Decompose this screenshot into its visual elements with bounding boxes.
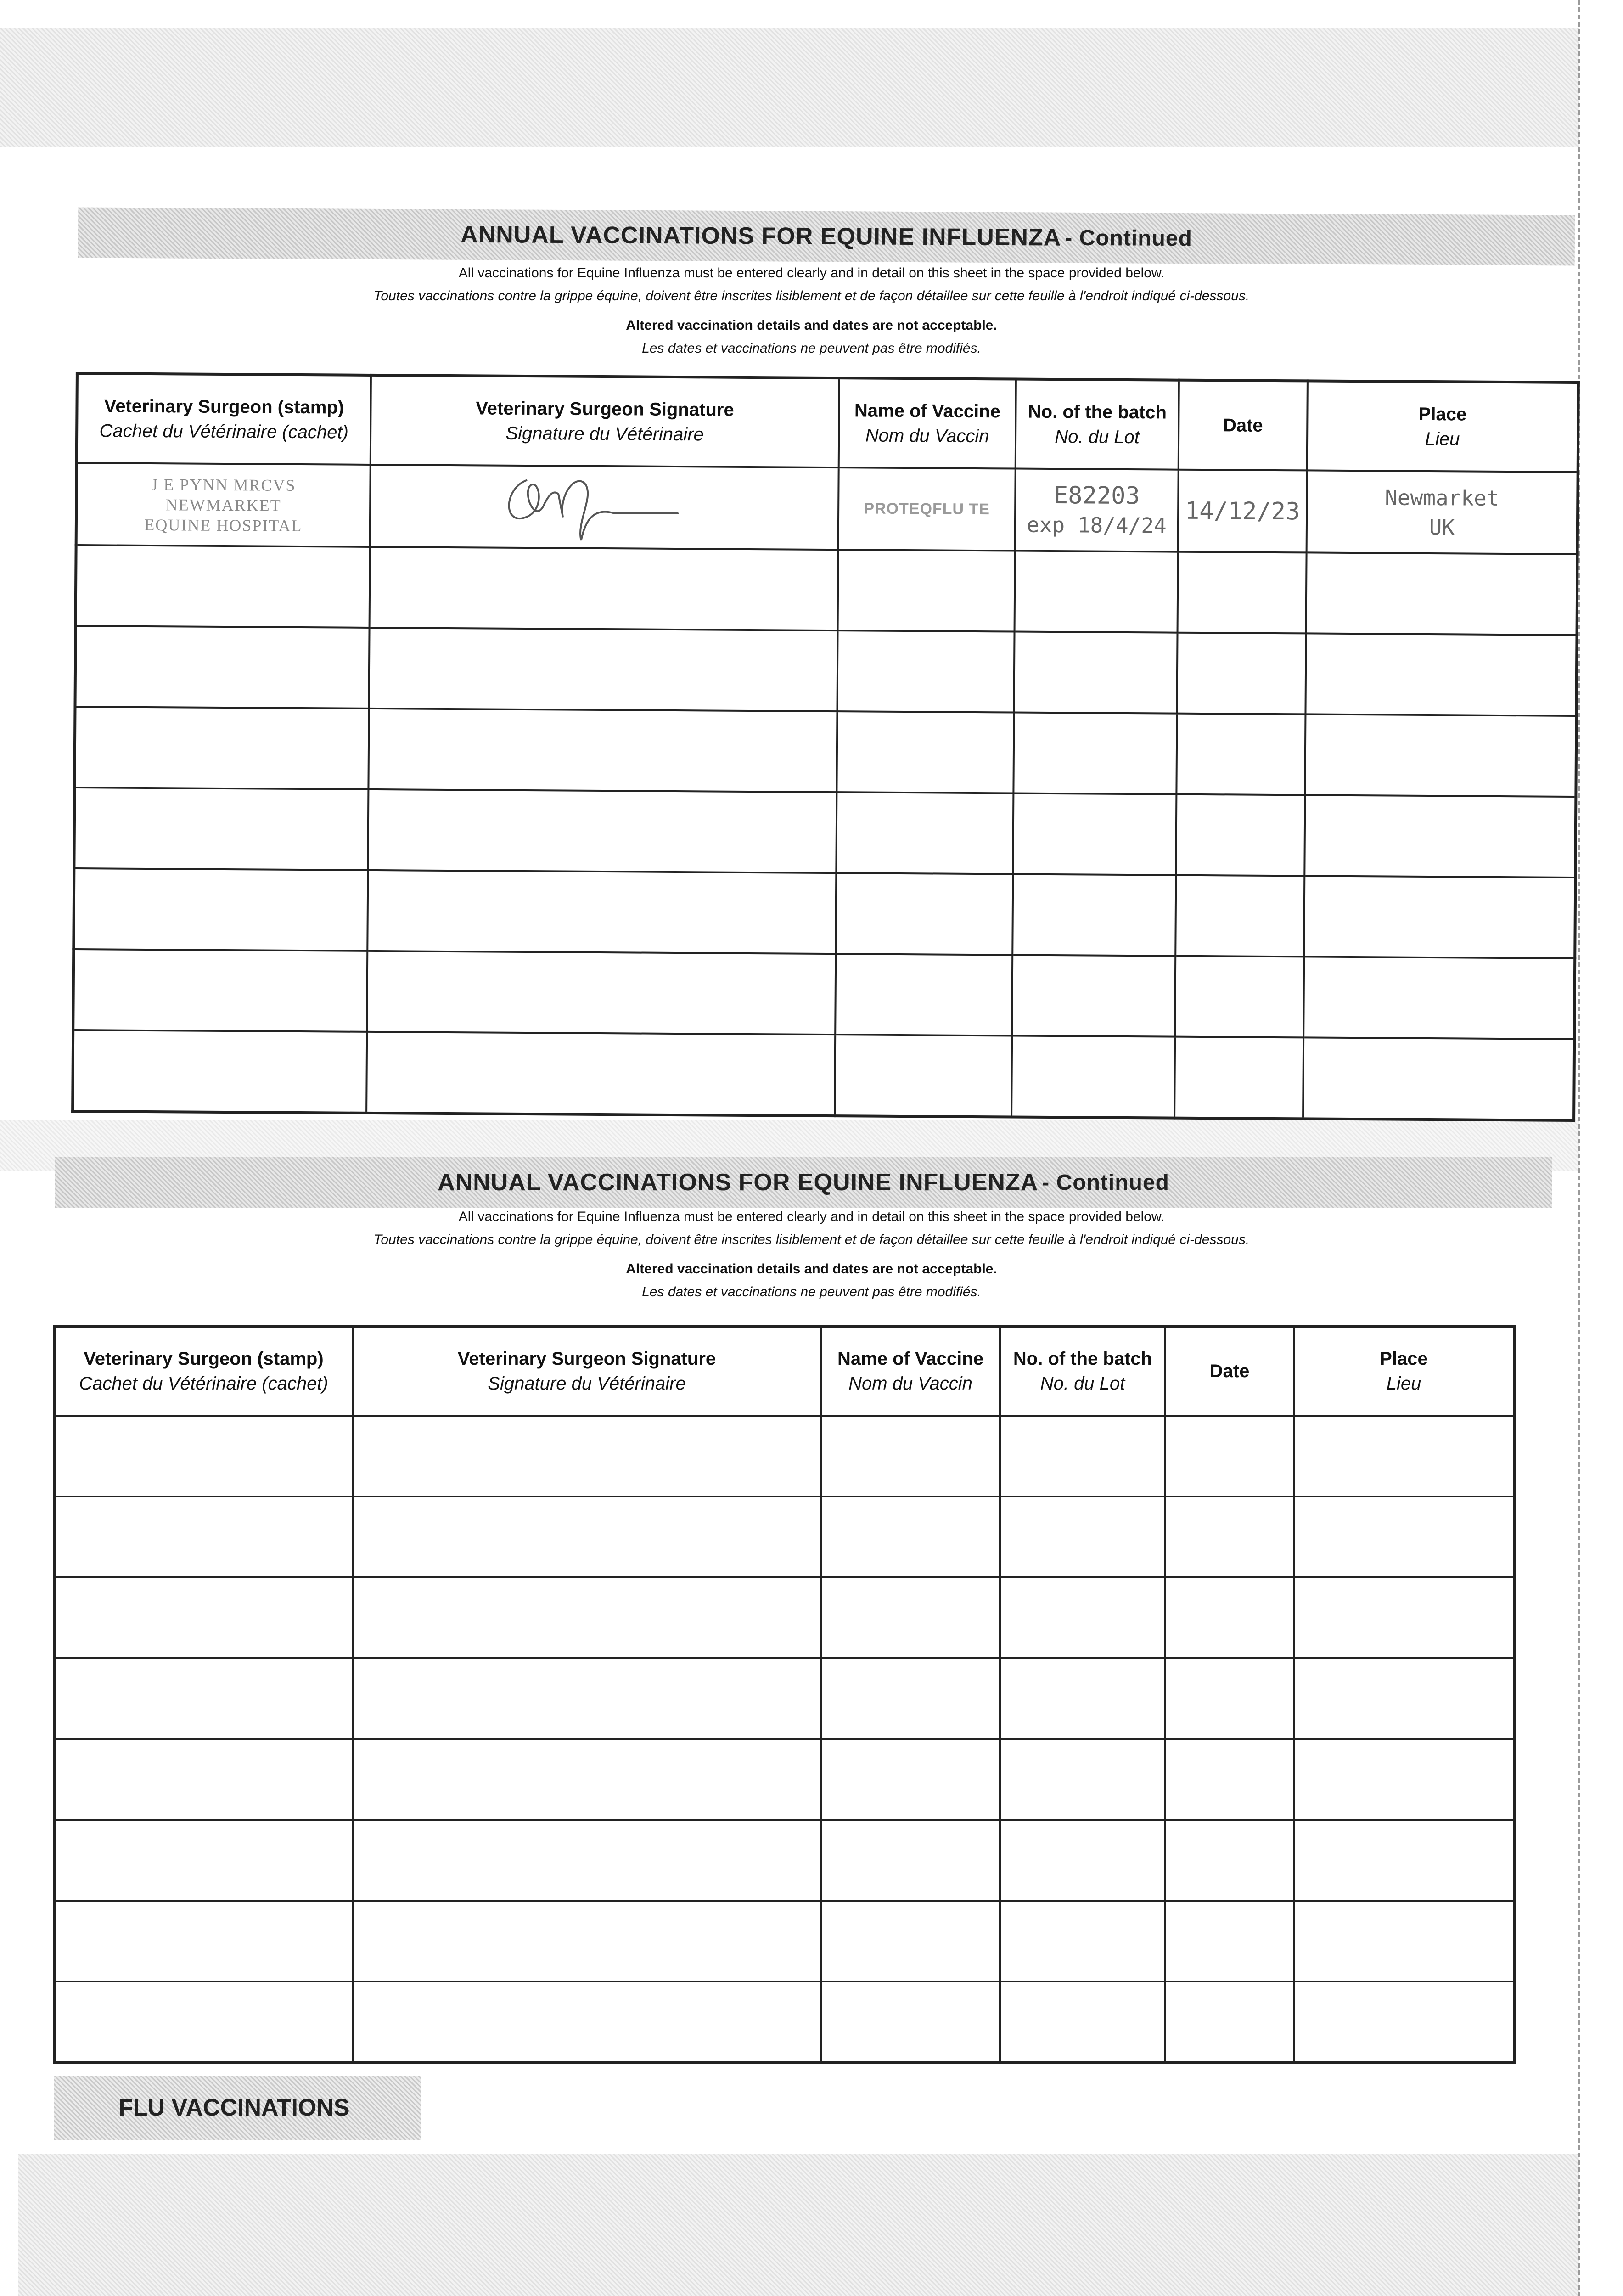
- date-cell[interactable]: [1178, 552, 1307, 634]
- date-cell[interactable]: [1175, 875, 1304, 957]
- col-header-place: Place Lieu: [1294, 1326, 1514, 1416]
- place-cell[interactable]: [1304, 795, 1576, 878]
- col-header-batch: No. of the batch No. du Lot: [1016, 379, 1179, 470]
- col-header-date: Date: [1179, 380, 1308, 471]
- batch-cell[interactable]: [1000, 1981, 1165, 2063]
- table-row: [73, 1030, 1574, 1120]
- place-cell[interactable]: [1294, 1577, 1514, 1658]
- signature-cell[interactable]: [353, 1739, 821, 1820]
- stamp-cell[interactable]: [54, 1577, 353, 1658]
- footer-tab-label: FLU VACCINATIONS: [118, 2094, 350, 2121]
- vaccine-cell[interactable]: [835, 954, 1012, 1035]
- vaccine-cell[interactable]: [837, 711, 1014, 793]
- signature-cell[interactable]: [353, 1901, 821, 1981]
- batch-cell[interactable]: [1000, 1416, 1165, 1497]
- signature-cell[interactable]: [353, 1658, 821, 1739]
- col-header-vaccine: Name of Vaccine Nom du Vaccin: [821, 1326, 1000, 1416]
- batch-cell[interactable]: [1013, 793, 1176, 875]
- section-banner: [78, 207, 1575, 265]
- signature-cell[interactable]: [366, 1032, 835, 1116]
- place-cell[interactable]: [1307, 470, 1578, 554]
- date-cell[interactable]: [1165, 1820, 1294, 1901]
- table-row: [73, 949, 1575, 1039]
- signature-cell[interactable]: [353, 1497, 821, 1577]
- signature-cell[interactable]: [368, 789, 837, 873]
- vaccination-table: [53, 1325, 1516, 2064]
- table-row: [54, 1658, 1514, 1739]
- place-cell[interactable]: [1304, 876, 1575, 958]
- vaccination-table: [71, 372, 1580, 1122]
- stamp-cell[interactable]: [74, 788, 368, 870]
- vaccine-cell[interactable]: [821, 1497, 1000, 1577]
- table-row: [54, 1577, 1514, 1658]
- date-cell[interactable]: [1175, 956, 1304, 1038]
- section-title-suffix: - Continued: [1065, 225, 1193, 251]
- batch-cell[interactable]: [1015, 551, 1178, 633]
- date-cell[interactable]: [1165, 1739, 1294, 1820]
- signature-cell[interactable]: [367, 870, 836, 954]
- instruction-en: All vaccinations for Equine Influenza must be entered clearly and in detail on this sheet in the space provided below.: [458, 1209, 1165, 1224]
- signature-cell[interactable]: [368, 709, 837, 792]
- place-country: UK: [1429, 514, 1455, 540]
- section-banner: [55, 1157, 1552, 1208]
- date-cell[interactable]: [1165, 1577, 1294, 1658]
- col-header-signature: Veterinary Surgeon Signature Signature du Vétérinaire: [371, 375, 839, 467]
- section-title: ANNUAL VACCINATIONS FOR EQUINE INFLUENZA: [460, 221, 1061, 251]
- vaccine-cell[interactable]: [821, 1820, 1000, 1901]
- vaccine-cell[interactable]: [821, 1577, 1000, 1658]
- warning-en: Altered vaccination details and dates are not acceptable.: [626, 1261, 997, 1277]
- col-header-vaccine: Name of Vaccine Nom du Vaccin: [839, 378, 1016, 468]
- col-header-place: Place Lieu: [1307, 381, 1578, 472]
- place-cell[interactable]: [1305, 633, 1577, 716]
- col-header-stamp: Veterinary Surgeon (stamp) Cachet du Vétérinaire (cachet): [54, 1326, 353, 1416]
- table-row: [73, 868, 1575, 958]
- batch-cell[interactable]: [1000, 1658, 1165, 1739]
- table-row: [76, 463, 1578, 554]
- stamp-cell[interactable]: [73, 949, 367, 1032]
- table-row: [74, 707, 1576, 797]
- place-cell[interactable]: [1294, 1497, 1514, 1577]
- vaccination-date: 14/12/23: [1185, 497, 1300, 525]
- section-title-suffix: - Continued: [1042, 1170, 1169, 1195]
- table-row: [54, 1820, 1514, 1901]
- date-cell[interactable]: [1165, 1497, 1294, 1577]
- batch-cell[interactable]: [1000, 1577, 1165, 1658]
- stamp-cell[interactable]: [76, 463, 371, 547]
- place-cell[interactable]: [1305, 714, 1576, 797]
- stamp-cell[interactable]: [54, 1739, 353, 1820]
- table-row: [54, 1739, 1514, 1820]
- vaccine-cell[interactable]: [821, 1981, 1000, 2063]
- stamp-cell[interactable]: [73, 868, 368, 951]
- vaccine-cell[interactable]: [835, 1035, 1012, 1117]
- warning-fr: Les dates et vaccinations ne peuvent pas être modifiés.: [642, 1284, 981, 1300]
- batch-cell[interactable]: [1011, 1035, 1175, 1118]
- date-cell[interactable]: [1165, 1901, 1294, 1981]
- scan-noise-top: [0, 28, 1579, 147]
- vet-signature: [494, 467, 715, 546]
- date-cell[interactable]: [1176, 714, 1305, 795]
- table-row: [54, 1981, 1514, 2063]
- stamp-cell[interactable]: [54, 1820, 353, 1901]
- batch-cell[interactable]: [1012, 874, 1176, 956]
- date-cell[interactable]: [1176, 794, 1305, 876]
- place-cell[interactable]: [1294, 1981, 1514, 2063]
- stamp-cell[interactable]: [76, 545, 370, 628]
- date-cell[interactable]: [1165, 1981, 1294, 2063]
- col-header-date: Date: [1165, 1326, 1294, 1416]
- date-cell[interactable]: [1165, 1658, 1294, 1739]
- date-cell[interactable]: [1165, 1416, 1294, 1497]
- place-cell[interactable]: [1306, 552, 1578, 635]
- signature-cell[interactable]: [353, 1416, 821, 1497]
- vaccine-cell[interactable]: [838, 467, 1016, 551]
- vaccine-cell[interactable]: [838, 550, 1015, 631]
- signature-cell[interactable]: [353, 1820, 821, 1901]
- vaccine-cell[interactable]: [821, 1901, 1000, 1981]
- vaccine-cell[interactable]: [821, 1739, 1000, 1820]
- table-row: [75, 626, 1577, 716]
- table-row: [74, 788, 1576, 878]
- warning-en: Altered vaccination details and dates are not acceptable.: [626, 318, 997, 333]
- signature-cell[interactable]: [353, 1577, 821, 1658]
- stamp-cell[interactable]: [73, 1030, 367, 1113]
- batch-cell[interactable]: [1015, 469, 1179, 552]
- instructions: [0, 1205, 1623, 1304]
- signature-cell[interactable]: [353, 1981, 821, 2063]
- date-cell[interactable]: [1177, 633, 1306, 715]
- instructions: [0, 262, 1623, 360]
- batch-cell[interactable]: [1013, 713, 1177, 794]
- place-cell[interactable]: [1303, 957, 1575, 1039]
- footer-section-tab: [54, 2076, 421, 2140]
- vet-stamp: J E PYNN MRCVS NEWMARKET EQUINE HOSPITAL: [144, 475, 303, 535]
- place-cell[interactable]: [1294, 1739, 1514, 1820]
- place-town: Newmarket: [1385, 484, 1499, 511]
- stamp-cell[interactable]: [75, 626, 370, 709]
- signature-cell[interactable]: [367, 951, 836, 1035]
- table-row: [54, 1416, 1514, 1497]
- stamp-cell[interactable]: [54, 1981, 353, 2063]
- col-header-batch: No. of the batch No. du Lot: [1000, 1326, 1165, 1416]
- instruction-fr: Toutes vaccinations contre la grippe équine, doivent être inscrites lisiblement et de façon détaillee sur cette feuille à l'endroit indiqué ci-dessous.: [373, 288, 1250, 304]
- table-row: [54, 1901, 1514, 1981]
- vaccine-cell[interactable]: [821, 1416, 1000, 1497]
- vaccine-cell[interactable]: [821, 1658, 1000, 1739]
- col-header-signature: Veterinary Surgeon Signature Signature du Vétérinaire: [353, 1326, 821, 1416]
- instruction-fr: Toutes vaccinations contre la grippe équine, doivent être inscrites lisiblement et de façon détaillee sur cette feuille à l'endroit indiqué ci-dessous.: [373, 1232, 1250, 1247]
- warning-fr: Les dates et vaccinations ne peuvent pas être modifiés.: [642, 341, 981, 356]
- signature-cell[interactable]: [369, 628, 837, 711]
- stamp-cell[interactable]: [54, 1658, 353, 1739]
- place-cell[interactable]: [1294, 1416, 1514, 1497]
- signature-cell[interactable]: [370, 465, 839, 550]
- place-cell[interactable]: [1294, 1658, 1514, 1739]
- date-cell[interactable]: [1178, 470, 1307, 553]
- batch-cell[interactable]: [1012, 955, 1175, 1036]
- section-title: ANNUAL VACCINATIONS FOR EQUINE INFLUENZA: [438, 1169, 1039, 1196]
- place-cell[interactable]: [1294, 1901, 1514, 1981]
- scan-noise-bottom: [18, 2154, 1579, 2296]
- place-cell[interactable]: [1294, 1820, 1514, 1901]
- batch-expiry: exp 18/4/24: [1026, 512, 1167, 538]
- table-header-row: [54, 1326, 1514, 1416]
- stamp-cell[interactable]: [54, 1416, 353, 1497]
- vaccine-cell[interactable]: [837, 630, 1014, 712]
- batch-cell[interactable]: [1000, 1739, 1165, 1820]
- signature-cell[interactable]: [370, 547, 838, 630]
- table-row: [54, 1497, 1514, 1577]
- batch-cell[interactable]: [1000, 1820, 1165, 1901]
- vaccine-cell[interactable]: [836, 792, 1013, 874]
- batch-number: E82203: [1053, 481, 1140, 510]
- date-cell[interactable]: [1174, 1037, 1303, 1119]
- vaccine-name: PROTEQFLU TE: [864, 500, 990, 518]
- col-header-stamp: Veterinary Surgeon (stamp) Cachet du Vétérinaire (cachet): [77, 373, 371, 465]
- stamp-cell[interactable]: [74, 707, 369, 789]
- stamp-cell[interactable]: [54, 1497, 353, 1577]
- instruction-en: All vaccinations for Equine Influenza must be entered clearly and in detail on this sheet in the space provided below.: [458, 265, 1165, 281]
- table-header-row: [77, 373, 1578, 472]
- vaccine-cell[interactable]: [836, 873, 1013, 955]
- stamp-cell[interactable]: [54, 1901, 353, 1981]
- batch-cell[interactable]: [1014, 632, 1177, 714]
- table-row: [76, 545, 1578, 635]
- batch-cell[interactable]: [1000, 1497, 1165, 1577]
- batch-cell[interactable]: [1000, 1901, 1165, 1981]
- place-cell[interactable]: [1303, 1037, 1574, 1120]
